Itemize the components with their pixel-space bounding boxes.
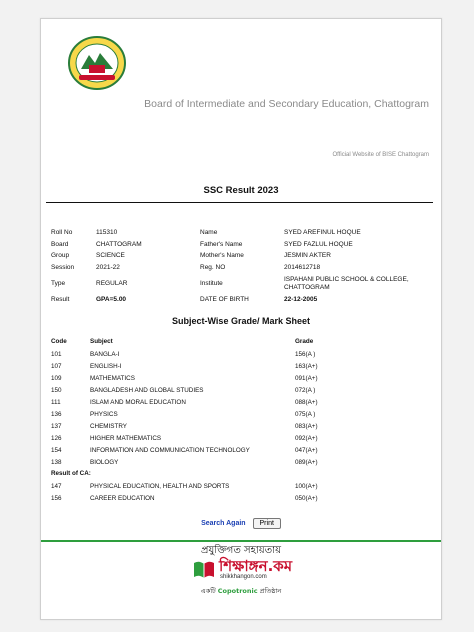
subject-name: ENGLISH-I (90, 363, 122, 370)
info-value: REGULAR (96, 280, 128, 287)
footer-divider (41, 540, 441, 542)
board-title: Board of Intermediate and Secondary Education, Chattogram (144, 98, 429, 110)
brand-domain[interactable]: shikkhangon.com (220, 574, 267, 580)
search-again-link[interactable]: Search Again (201, 520, 246, 527)
subject-code: 111 (51, 399, 61, 406)
subject-code: 147 (51, 483, 62, 490)
subject-name: CHEMISTRY (90, 423, 127, 430)
subject-code: 101 (51, 351, 62, 358)
brand-name[interactable]: শিক্ষাঙ্গন.কম (219, 557, 293, 575)
subject-grade: 047(A+) (295, 447, 318, 454)
ca-result-label: Result of CA: (51, 470, 91, 477)
subject-name: PHYSICAL EDUCATION, HEALTH AND SPORTS (90, 483, 230, 490)
title-divider (46, 202, 433, 203)
subject-name: ISLAM AND MORAL EDUCATION (90, 399, 186, 406)
info-value: JESMIN AKTER (284, 252, 331, 259)
header-grade: Grade (295, 338, 314, 345)
subject-grade: 091(A+) (295, 375, 318, 382)
subject-code: 154 (51, 447, 62, 454)
powered-by-text (41, 586, 441, 597)
subject-code: 150 (51, 387, 62, 394)
info-label: Result (51, 296, 70, 303)
info-value: SYED FAZLUL HOQUE (284, 241, 353, 248)
subject-code: 156 (51, 495, 62, 502)
subject-grade: 092(A+) (295, 435, 318, 442)
subject-code: 107 (51, 363, 62, 370)
powered-brand: Copotronic (217, 587, 258, 595)
info-label: Type (51, 280, 66, 287)
result-title: SSC Result 2023 (203, 185, 279, 196)
subject-grade: 083(A+) (295, 423, 318, 430)
info-value: 115310 (96, 229, 118, 236)
subject-name: BIOLOGY (90, 459, 119, 466)
subject-code: 138 (51, 459, 62, 466)
bise-chattogram-seal-icon (67, 35, 127, 91)
subject-name: BANGLADESH AND GLOBAL STUDIES (90, 387, 204, 394)
subject-grade: 072(A ) (295, 387, 316, 394)
powered-suffix: প্রতিষ্ঠান (259, 587, 282, 595)
info-label: DATE OF BIRTH (200, 296, 249, 303)
info-label: Institute (200, 280, 223, 287)
header-code: Code (51, 338, 67, 345)
subject-name: INFORMATION AND COMMUNICATION TECHNOLOGY (90, 447, 250, 454)
info-value: ISPAHANI PUBLIC SCHOOL & COLLEGE, CHATTOGRAM (284, 276, 409, 291)
header-subject: Subject (90, 338, 113, 345)
result-actions (41, 518, 441, 529)
subject-grade: 100(A+) (295, 483, 318, 490)
subject-grade: 089(A+) (295, 459, 318, 466)
info-label: Session (51, 264, 75, 271)
open-book-icon (192, 557, 216, 581)
subject-name: HIGHER MATHEMATICS (90, 435, 162, 442)
subject-code: 137 (51, 423, 62, 430)
info-value: CHATTOGRAM (96, 241, 142, 248)
dob-value: 22-12-2005 (284, 296, 318, 303)
technical-support-text: প্রযুক্তিগত সহায়তায় (201, 545, 281, 556)
gpa-value: GPA=5.00 (96, 296, 127, 303)
subject-grade: 088(A+) (295, 399, 318, 406)
info-label: Father's Name (200, 241, 243, 248)
subject-code: 126 (51, 435, 62, 442)
info-value: 2021-22 (96, 264, 120, 271)
result-page (40, 18, 442, 620)
marksheet-title: Subject-Wise Grade/ Mark Sheet (172, 316, 310, 326)
powered-prefix: একটি (200, 587, 216, 595)
subject-code: 109 (51, 375, 62, 382)
info-value: SYED AREFINUL HOQUE (284, 229, 361, 236)
subject-name: MATHEMATICS (90, 375, 135, 382)
official-website-note: Official Website of BISE Chattogram (332, 152, 429, 158)
info-label: Board (51, 241, 69, 248)
info-label: Roll No (51, 229, 73, 236)
info-value: SCIENCE (96, 252, 125, 259)
info-value: 2014612718 (284, 264, 321, 271)
info-label: Group (51, 252, 70, 259)
subject-grade: 163(A+) (295, 363, 318, 370)
subject-grade: 050(A+) (295, 495, 318, 502)
subject-name: CAREER EDUCATION (90, 495, 155, 502)
subject-code: 136 (51, 411, 62, 418)
subject-grade: 075(A ) (295, 411, 316, 418)
info-label: Reg. NO (200, 264, 226, 271)
subject-grade: 156(A ) (295, 351, 316, 358)
info-label: Name (200, 229, 218, 236)
subject-name: PHYSICS (90, 411, 118, 418)
print-button[interactable]: Print (253, 518, 281, 529)
info-label: Mother's Name (200, 252, 244, 259)
subject-name: BANGLA-I (90, 351, 120, 358)
